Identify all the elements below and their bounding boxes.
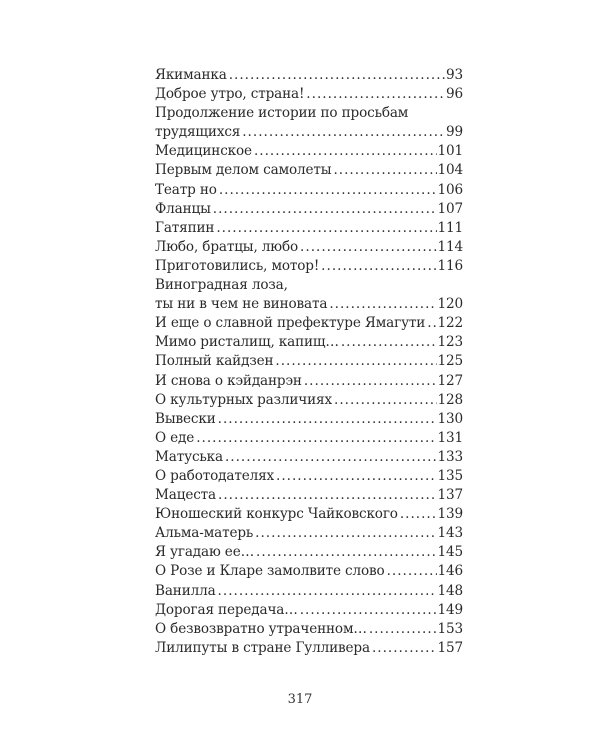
toc-entry[interactable] (155, 314, 463, 333)
toc-entry-title: Юношеский конкурс Чайковского (155, 505, 400, 524)
toc-entry[interactable] (155, 238, 463, 257)
toc-entry-page: 128 (437, 391, 463, 408)
toc-entry[interactable] (155, 66, 463, 85)
toc-entry-title: О еде (155, 429, 196, 448)
toc-entry-title: Театр но (155, 181, 219, 200)
toc-entry[interactable] (155, 467, 463, 486)
toc-entry-page: 139 (437, 506, 463, 523)
toc-entry[interactable] (155, 582, 463, 601)
toc-entry-title: Лилипуты в стране Гулливера (155, 639, 372, 658)
dot-leader (196, 429, 436, 448)
toc-entry-page: 116 (437, 257, 463, 274)
toc-entry-title: Матуська (155, 448, 225, 467)
toc-entry-page: 145 (437, 544, 463, 561)
toc-entry-title-line1: Продолжение истории по просьбам (155, 105, 409, 122)
toc-entry-title: Первым делом самолеты (155, 161, 333, 180)
toc-entry[interactable] (155, 219, 463, 238)
dot-leader (372, 639, 437, 658)
toc-entry[interactable] (155, 352, 463, 371)
toc-entry[interactable] (155, 486, 463, 505)
toc-entry-page: 125 (437, 353, 463, 370)
toc-entry-page: 101 (437, 143, 463, 160)
dot-leader (219, 181, 437, 200)
dot-leader (333, 161, 436, 180)
toc-entry-page: 107 (437, 200, 463, 217)
toc-entry-title: Медицинское (155, 142, 254, 161)
dot-leader (275, 352, 436, 371)
dot-leader (218, 582, 437, 601)
toc-entry-page: 148 (437, 582, 463, 599)
toc-entry[interactable] (155, 104, 463, 142)
dot-leader (400, 505, 437, 524)
toc-entry-title: О работодателях (155, 467, 276, 486)
toc-entry-page: 106 (437, 181, 463, 198)
toc-entry-title: трудящихся (155, 123, 242, 142)
dot-leader (242, 123, 445, 142)
toc-entry[interactable] (155, 410, 463, 429)
dot-leader (341, 333, 437, 352)
toc-entry-page: 143 (437, 525, 463, 542)
dot-leader (218, 410, 437, 429)
toc-entry-page: 111 (437, 219, 463, 236)
toc-entry[interactable] (155, 257, 463, 276)
toc-entry-page: 137 (437, 487, 463, 504)
dot-leader (225, 448, 437, 467)
dot-leader (256, 543, 436, 562)
toc-entry[interactable] (155, 543, 463, 562)
dot-leader (254, 142, 437, 161)
toc-entry-title: Мимо ристалищ, капищ… (155, 333, 341, 352)
toc-entry[interactable] (155, 620, 463, 639)
toc-entry[interactable] (155, 333, 463, 352)
dot-leader (304, 372, 437, 391)
toc-entry-title: Мацеста (155, 486, 218, 505)
toc-entry[interactable] (155, 562, 463, 581)
toc-entry-title: О Розе и Кларе замолвите слово (155, 562, 387, 581)
dot-leader (213, 200, 437, 219)
toc-entry-title: ты ни в чем не виновата (155, 295, 329, 314)
toc-entry[interactable] (155, 524, 463, 543)
dot-leader (321, 257, 436, 276)
toc-entry[interactable] (155, 161, 463, 180)
toc-entry[interactable] (155, 391, 463, 410)
toc-entry-title: И снова о кэйданрэн (155, 372, 304, 391)
toc-entry-title: И еще о славной префектуре Ямагути (155, 314, 427, 333)
dot-leader (306, 85, 445, 104)
toc-entry-page: 127 (437, 372, 463, 389)
toc-entry-page: 122 (437, 315, 463, 332)
toc-entry-page: 133 (437, 448, 463, 465)
toc-entry-title: Альма-матерь (155, 524, 255, 543)
dot-leader (218, 486, 437, 505)
toc-entry[interactable] (155, 429, 463, 448)
page-number: 317 (287, 692, 313, 707)
toc-entry[interactable] (155, 85, 463, 104)
toc-entry[interactable] (155, 142, 463, 161)
toc-entry-title: Ванилла (155, 582, 218, 601)
dot-leader (300, 238, 436, 257)
dot-leader (427, 314, 436, 333)
toc-entry[interactable] (155, 200, 463, 219)
toc-entry-page: 96 (446, 86, 463, 103)
dot-leader (255, 524, 436, 543)
toc-entry[interactable] (155, 639, 463, 658)
toc-entry-page: 99 (446, 124, 463, 141)
dot-leader (229, 66, 445, 85)
toc-entry-page: 135 (437, 467, 463, 484)
dot-leader (216, 219, 436, 238)
toc-entry-title: О безвозвратно утраченном… (155, 620, 369, 639)
dot-leader (329, 295, 436, 314)
toc-entry-page: 153 (437, 620, 463, 637)
toc-entry-title: Я угадаю ее… (155, 543, 256, 562)
toc-entry-title: О культурных различиях (155, 391, 334, 410)
toc-entry-title: Любо, братцы, любо (155, 238, 300, 257)
toc-entry-title: Вывески (155, 410, 218, 429)
dot-leader (334, 391, 437, 410)
dot-leader (300, 601, 437, 620)
toc-entry-page: 120 (437, 296, 463, 313)
toc-entry-title: Якиманка (155, 66, 229, 85)
toc-entry-title: Полный кайдзен (155, 352, 275, 371)
toc-entry-page: 131 (437, 429, 463, 446)
toc-entry[interactable] (155, 448, 463, 467)
toc-entry[interactable] (155, 181, 463, 200)
toc-entry-page: 146 (437, 563, 463, 580)
toc-entry[interactable] (155, 276, 463, 314)
toc-entry-title-line1: Виноградная лоза, (155, 277, 288, 294)
toc-entry-title: Гатяпин (155, 219, 216, 238)
toc-entry-page: 104 (437, 162, 463, 179)
table-of-contents (155, 66, 463, 658)
toc-entry-page: 114 (437, 238, 463, 255)
toc-entry-page: 123 (437, 334, 463, 351)
toc-entry[interactable] (155, 505, 463, 524)
toc-entry-page: 157 (437, 639, 463, 656)
toc-entry-page: 130 (437, 410, 463, 427)
toc-entry-title: Дорогая передача… (155, 601, 300, 620)
toc-entry-page: 93 (446, 67, 463, 83)
toc-entry[interactable] (155, 372, 463, 391)
toc-entry[interactable] (155, 601, 463, 620)
dot-leader (369, 620, 437, 639)
dot-leader (387, 562, 437, 581)
toc-entry-title: Фланцы (155, 200, 213, 219)
toc-entry-title: Доброе утро, страна! (155, 85, 306, 104)
toc-entry-page: 149 (437, 601, 463, 618)
toc-entry-title: Приготовились, мотор! (155, 257, 321, 276)
dot-leader (276, 467, 436, 486)
